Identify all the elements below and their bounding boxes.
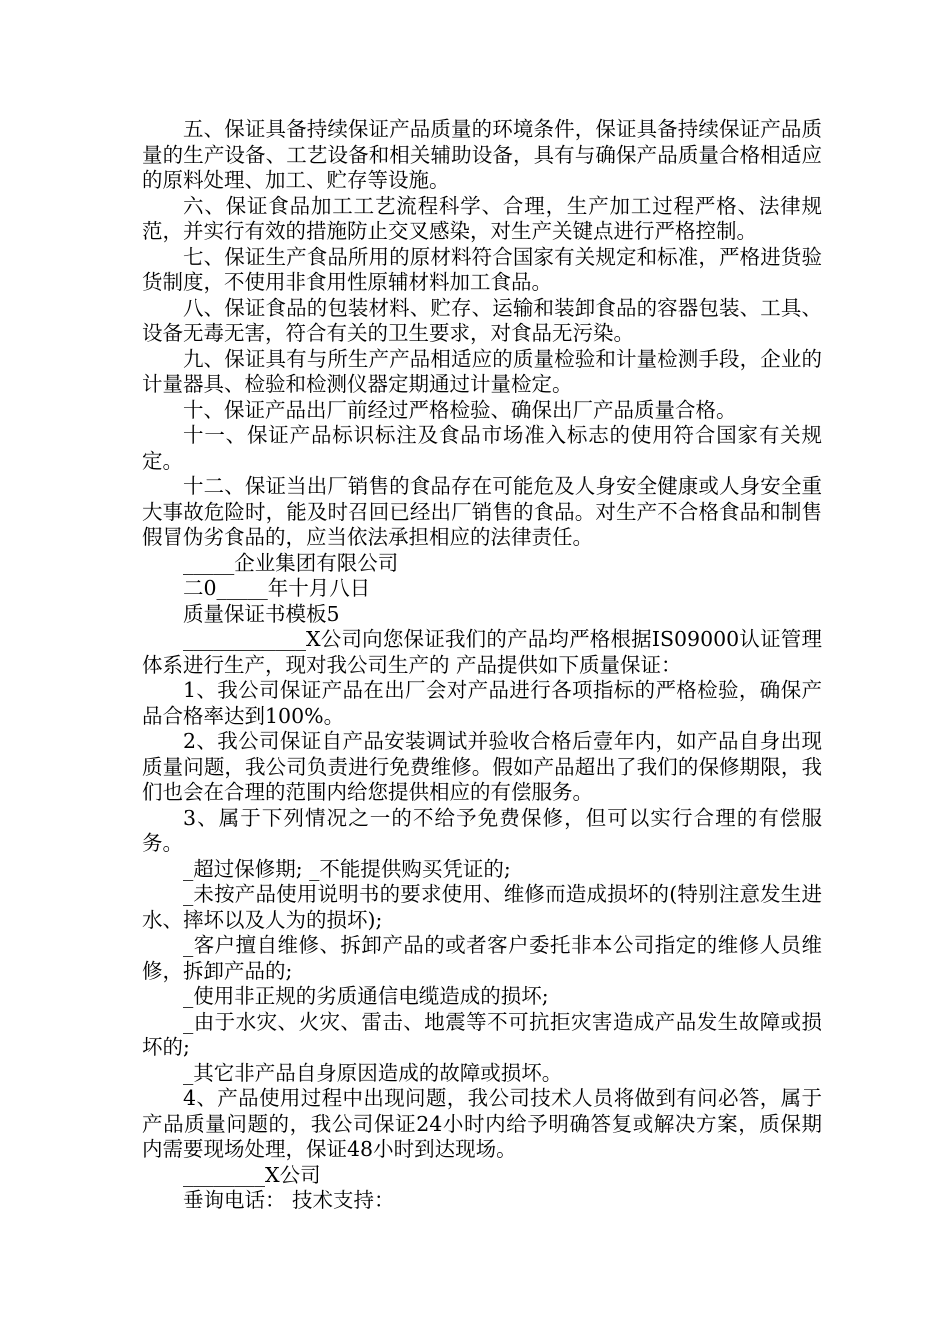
document-body bbox=[142, 117, 822, 1214]
paragraph-11: 十一、保证产品标识标注及食品市场准入标志的使用符合国家有关规定。 bbox=[142, 423, 822, 473]
company-name-line: ________X公司 bbox=[183, 1162, 321, 1187]
paragraph-9: 九、保证具有与所生产产品相适应的质量检验和计量检测手段，企业的计量器具、检验和检测仪器定期通过计量检定。 bbox=[142, 346, 822, 396]
paragraph-5: 五、保证具备持续保证产品质量的环境条件，保证具备持续保证产品质量的生产设备、工艺设备和相关辅助设备，具有与确保产品质量合格相适应的原料处理、加工、贮存等设施。 bbox=[142, 117, 822, 192]
paragraph-12: 十二、保证当出厂销售的食品存在可能危及人身安全健康或人身安全重大事故危险时，能及时召回已经出厂销售的食品。对生产不合格食品和制售假冒伪劣食品的，应当依法承担相应的法律责任。 bbox=[142, 474, 822, 549]
paragraph-10: 十、保证产品出厂前经过严格检验、确保出厂产品质量合格。 bbox=[183, 397, 737, 422]
template-title: 质量保证书模板5 bbox=[183, 601, 340, 626]
clause-3: 3、属于下列情况之一的不给予免费保修，但可以实行合理的有偿服务。 bbox=[142, 805, 822, 855]
company-signature: _____企业集团有限公司 bbox=[183, 550, 399, 575]
clause-1: 1、我公司保证产品在出厂会对产品进行各项指标的严格检验，确保产品合格率达到100%。 bbox=[142, 678, 822, 728]
paragraph-7: 七、保证生产食品所用的原材料符合国家有关规定和标准，严格进货验货制度，不使用非食用性原辅材料加工食品。 bbox=[142, 244, 822, 294]
clause-2: 2、我公司保证自产品安装调试并验收合格后壹年内，如产品自身出现质量问题，我公司负责进行免费维修。假如产品超出了我们的保修期限，我们也会在合理的范围内给您提供相应的有偿服务。 bbox=[142, 729, 822, 804]
clause-4: 4、产品使用过程中出现问题，我公司技术人员将做到有问必答，属于产品质量问题的，我公司保证24小时内给予明确答复或解决方案，质保期内需要现场处理，保证48小时到达现场。 bbox=[142, 1086, 822, 1161]
signature-date: 二0_____年十月八日 bbox=[183, 576, 371, 600]
paragraph-8: 八、保证食品的包装材料、贮存、运输和装卸食品的容器包装、工具、设备无毒无害，符合有关的卫生要求，对食品无污染。 bbox=[142, 295, 822, 345]
contact-line: 垂询电话： 技术支持： bbox=[183, 1188, 395, 1212]
exclusion-item: _未按产品使用说明书的要求使用、维修而造成损坏的(特别注意发生进水、摔坏以及人为的损坏); bbox=[142, 882, 822, 932]
exclusion-item: _其它非产品自身原因造成的故障或损坏。 bbox=[183, 1060, 563, 1085]
exclusion-item: _超过保修期; _不能提供购买凭证的; bbox=[183, 856, 511, 881]
exclusion-item: _客户擅自维修、拆卸产品的或者客户委托非本公司指定的维修人员维修，拆卸产品的; bbox=[142, 933, 822, 983]
paragraph-6: 六、保证食品加工工艺流程科学、合理，生产加工过程严格、法律规范，并实行有效的措施防止交叉感染，对生产关键点进行严格控制。 bbox=[142, 193, 822, 243]
exclusion-item: _使用非正规的劣质通信电缆造成的损坏; bbox=[183, 984, 549, 1008]
intro-paragraph: ____________X公司向您保证我们的产品均严格根据IS09000认证管理体系进行生产，现对我公司生产的 产品提供如下质量保证： bbox=[142, 627, 822, 677]
exclusion-item: _由于水灾、火灾、雷击、地震等不可抗拒灾害造成产品发生故障或损坏的; bbox=[142, 1009, 822, 1059]
